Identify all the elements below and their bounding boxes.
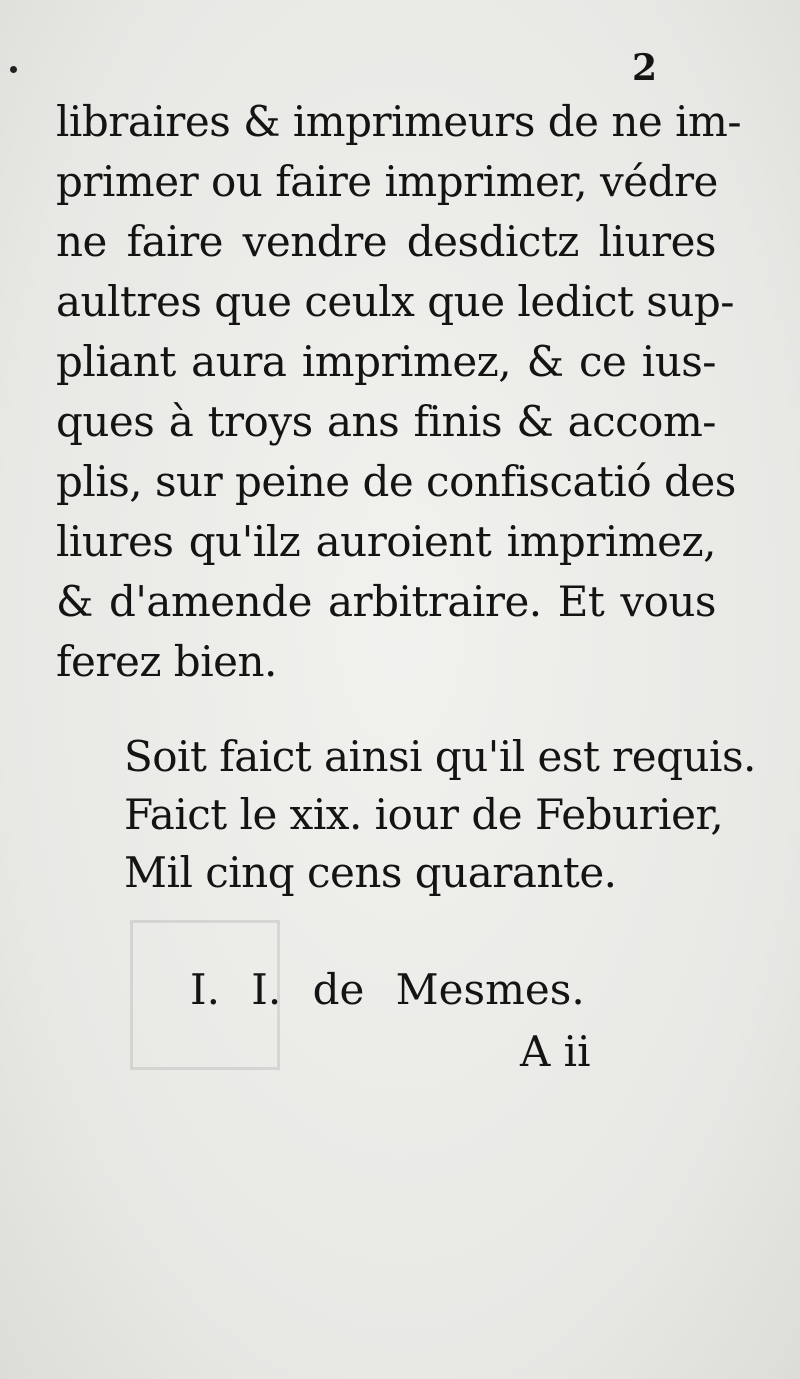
text-line: libraires & imprimeurs de ne im-: [56, 97, 742, 146]
decree-line: Faict le xix. iour de Feburier,: [124, 790, 724, 839]
decree-paragraph: [124, 728, 756, 902]
text-line: liures qu'ilz auroient imprimez,: [56, 517, 716, 566]
decree-line: Mil cinq cens quarante.: [124, 848, 617, 897]
page-number: 2: [632, 47, 658, 89]
body-paragraph: [56, 92, 742, 692]
ink-speck: [10, 66, 17, 73]
decree-line: Soit faict ainsi qu'il est requis.: [124, 732, 756, 781]
text-line: ferez bien.: [56, 637, 277, 686]
text-line: ne faire vendre desdictz liures: [56, 217, 716, 266]
text-line: primer ou faire imprimer, védre: [56, 157, 718, 206]
text-line: ques à troys ans finis & accom-: [56, 397, 716, 446]
text-line: plis, sur peine de confiscatió des: [56, 457, 736, 506]
signature: I. I. de Mesmes.: [190, 965, 585, 1014]
signature-mark: A ii: [520, 1027, 591, 1076]
text-line: aultres que ceulx que ledict sup-: [56, 277, 734, 326]
text-line: pliant aura imprimez, & ce ius-: [56, 337, 716, 386]
text-line: & d'amende arbitraire. Et vous: [56, 577, 716, 626]
